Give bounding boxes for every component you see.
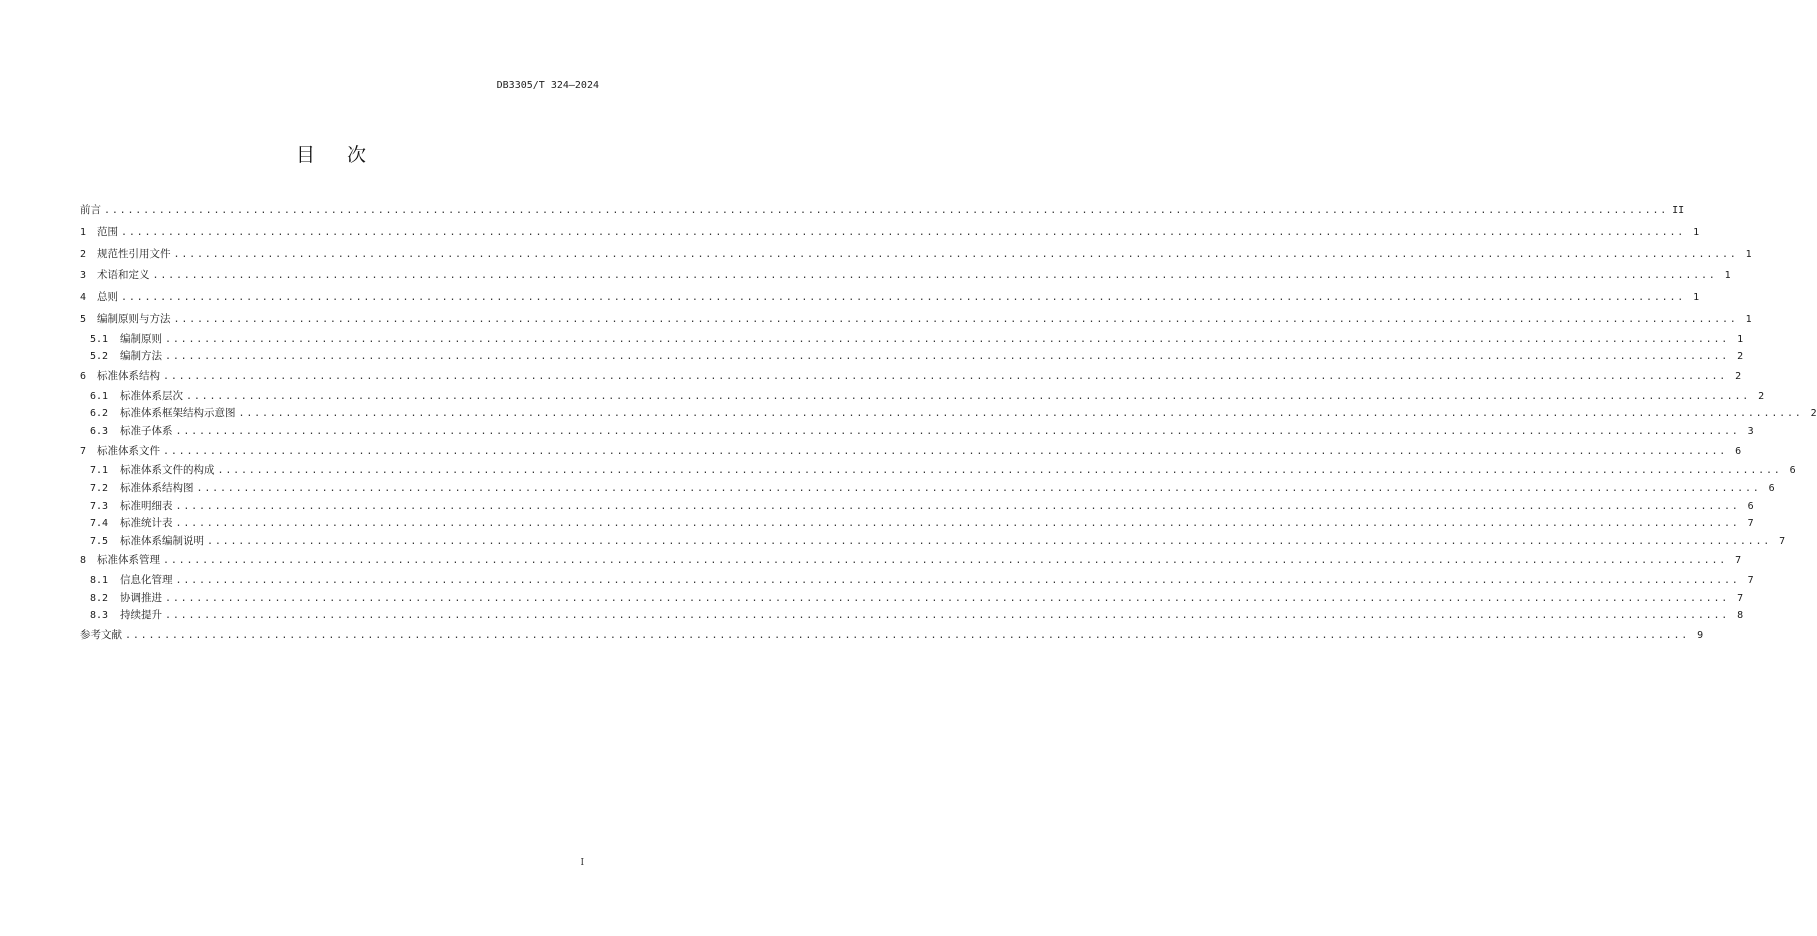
page-number: I xyxy=(580,858,584,868)
toc-entry-number: 4 xyxy=(80,292,87,304)
toc-entry-label: 规范性引用文件 xyxy=(97,247,171,260)
toc-entry-page: 1 xyxy=(1693,226,1700,238)
toc-entry-number: 6.2 xyxy=(90,408,109,420)
toc-entry[interactable] xyxy=(80,309,1752,331)
toc-entry-label: 标准体系编制说明 xyxy=(120,534,204,547)
toc-leader-dots: ........................................................................................................................................................................................................ xyxy=(165,333,1730,345)
toc-entry[interactable] xyxy=(80,405,1817,423)
toc-entry-page: 6 xyxy=(1747,500,1754,512)
toc-entry-label: 总则 xyxy=(97,291,118,304)
toc-entry-page: 7 xyxy=(1747,518,1754,530)
toc-entry[interactable] xyxy=(80,348,1744,366)
toc-entry[interactable] xyxy=(80,572,1754,590)
toc-entry-label: 标准体系框架结构示意图 xyxy=(120,407,236,420)
toc-entry-label: 标准明细表 xyxy=(120,499,173,512)
page-title: 目次 xyxy=(295,144,398,166)
toc-leader-dots: ........................................................................................................................................................................................................ xyxy=(152,270,1717,282)
toc-entry-label: 术语和定义 xyxy=(97,269,150,282)
toc-leader-dots: ........................................................................................................................................................................................................ xyxy=(163,370,1728,382)
toc-entry[interactable] xyxy=(80,441,1742,463)
toc-entry-page: 1 xyxy=(1737,333,1744,345)
toc-entry[interactable] xyxy=(80,498,1754,516)
toc-entry-page: 7 xyxy=(1735,555,1742,567)
toc-entry-number: 7 xyxy=(80,445,87,457)
toc-entry-number: 7.4 xyxy=(90,518,109,530)
toc-leader-dots: ........................................................................................................................................................................................................ xyxy=(173,248,1738,260)
toc-entry-number: 6 xyxy=(80,370,87,382)
toc-entry-number: 8.1 xyxy=(90,575,109,587)
toc-entry[interactable] xyxy=(80,550,1742,572)
toc-entry-number: 1 xyxy=(80,226,87,238)
toc-entry-number: 5 xyxy=(80,313,87,325)
toc-leader-dots: ........................................................................................................................................................................................................ xyxy=(165,610,1730,622)
toc-leader-dots: ........................................................................................................................................................................................................ xyxy=(196,482,1761,494)
toc-entry-page: 1 xyxy=(1693,292,1700,304)
toc-leader-dots: ........................................................................................................................................................................................................ xyxy=(217,465,1782,477)
toc-entry-label: 前言 xyxy=(80,204,101,216)
toc-leader-dots: ........................................................................................................................................................................................................ xyxy=(207,535,1772,547)
toc-entry-label: 协调推进 xyxy=(120,591,162,604)
toc-entry[interactable] xyxy=(80,265,1731,287)
toc-leader-dots: ........................................................................................................................................................................................................ xyxy=(165,592,1730,604)
toc-entry-number: 7.5 xyxy=(90,535,109,547)
toc-entry-label: 标准体系结构图 xyxy=(120,481,194,494)
toc-entry-page: 8 xyxy=(1737,610,1744,622)
toc-entry-label: 范围 xyxy=(97,225,118,238)
toc-entry[interactable] xyxy=(80,287,1700,309)
toc-entry-label: 编制原则 xyxy=(120,332,162,345)
toc-leader-dots: ........................................................................................................................................................................................................ xyxy=(163,555,1728,567)
toc-entry-page: 1 xyxy=(1745,248,1752,260)
toc-entry-number: 5.1 xyxy=(90,333,109,345)
table-of-contents xyxy=(80,200,1817,647)
toc-entry[interactable] xyxy=(80,200,1685,222)
toc-leader-dots: ........................................................................................................................................................................................................ xyxy=(125,629,1690,641)
toc-entry[interactable] xyxy=(80,462,1796,480)
toc-leader-dots: ........................................................................................................................................................................................................ xyxy=(163,445,1728,457)
toc-entry-number: 6.1 xyxy=(90,390,109,402)
toc-leader-dots: ........................................................................................................................................................................................................ xyxy=(186,390,1751,402)
toc-entry[interactable] xyxy=(80,366,1742,388)
toc-entry-number: 7.1 xyxy=(90,465,109,477)
toc-leader-dots: ........................................................................................................................................................................................................ xyxy=(121,292,1686,304)
toc-leader-dots: ........................................................................................................................................................................................................ xyxy=(121,226,1686,238)
toc-entry-label: 标准体系管理 xyxy=(97,554,160,567)
toc-entry[interactable] xyxy=(80,423,1754,441)
toc-entry-label: 标准体系文件的构成 xyxy=(120,464,215,477)
toc-entry-label: 持续提升 xyxy=(120,609,162,622)
toc-entry-page: 3 xyxy=(1747,425,1754,437)
toc-entry[interactable] xyxy=(80,607,1744,625)
toc-entry[interactable] xyxy=(80,244,1752,266)
toc-entry-page: 9 xyxy=(1697,629,1704,641)
toc-leader-dots: ........................................................................................................................................................................................................ xyxy=(175,425,1740,437)
toc-leader-dots: ........................................................................................................................................................................................................ xyxy=(104,205,1669,216)
toc-entry[interactable] xyxy=(80,331,1744,349)
toc-entry-label: 标准体系文件 xyxy=(97,444,160,457)
toc-entry-page: 7 xyxy=(1779,535,1786,547)
toc-entry-page: 6 xyxy=(1789,465,1796,477)
toc-entry-label: 标准体系结构 xyxy=(97,369,160,382)
toc-entry-page: 6 xyxy=(1768,482,1775,494)
toc-entry-page: 7 xyxy=(1737,592,1744,604)
toc-entry-label: 标准体系层次 xyxy=(120,389,183,402)
toc-entry-page: 2 xyxy=(1737,351,1744,363)
toc-entry-number: 6.3 xyxy=(90,425,109,437)
toc-leader-dots: ........................................................................................................................................................................................................ xyxy=(175,518,1740,530)
toc-entry-number: 5.2 xyxy=(90,351,109,363)
document-code: DB3305/T 324—2024 xyxy=(496,80,599,91)
toc-entry[interactable] xyxy=(80,515,1754,533)
toc-entry[interactable] xyxy=(80,480,1775,498)
toc-entry-number: 8.3 xyxy=(90,610,109,622)
toc-entry-label: 参考文献 xyxy=(80,628,122,641)
toc-entry[interactable] xyxy=(80,590,1744,608)
toc-entry-label: 信息化管理 xyxy=(120,574,173,587)
toc-entry[interactable] xyxy=(80,533,1786,551)
toc-leader-dots: ........................................................................................................................................................................................................ xyxy=(175,500,1740,512)
toc-entry-number: 3 xyxy=(80,270,87,282)
toc-leader-dots: ........................................................................................................................................................................................................ xyxy=(175,575,1740,587)
toc-entry-page: 6 xyxy=(1735,445,1742,457)
toc-entry-number: 7.3 xyxy=(90,500,109,512)
toc-entry-page: 2 xyxy=(1810,408,1817,420)
toc-leader-dots: ........................................................................................................................................................................................................ xyxy=(238,408,1803,420)
toc-entry-page: II xyxy=(1672,205,1685,216)
toc-entry-number: 8 xyxy=(80,555,87,567)
toc-entry-page: 1 xyxy=(1745,313,1752,325)
toc-entry-label: 标准子体系 xyxy=(120,424,173,437)
toc-leader-dots: ........................................................................................................................................................................................................ xyxy=(165,351,1730,363)
toc-entry-label: 标准统计表 xyxy=(120,517,173,530)
toc-entry-number: 2 xyxy=(80,248,87,260)
toc-entry[interactable] xyxy=(80,222,1700,244)
toc-entry-label: 编制原则与方法 xyxy=(97,312,171,325)
toc-entry-number: 8.2 xyxy=(90,592,109,604)
toc-entry-page: 2 xyxy=(1735,370,1742,382)
toc-entry-page: 2 xyxy=(1758,390,1765,402)
toc-entry-page: 1 xyxy=(1724,270,1731,282)
toc-leader-dots: ........................................................................................................................................................................................................ xyxy=(173,313,1738,325)
toc-entry-page: 7 xyxy=(1747,575,1754,587)
toc-entry-label: 编制方法 xyxy=(120,350,162,363)
toc-entry[interactable] xyxy=(80,625,1704,647)
toc-entry-number: 7.2 xyxy=(90,482,109,494)
toc-entry[interactable] xyxy=(80,388,1765,406)
